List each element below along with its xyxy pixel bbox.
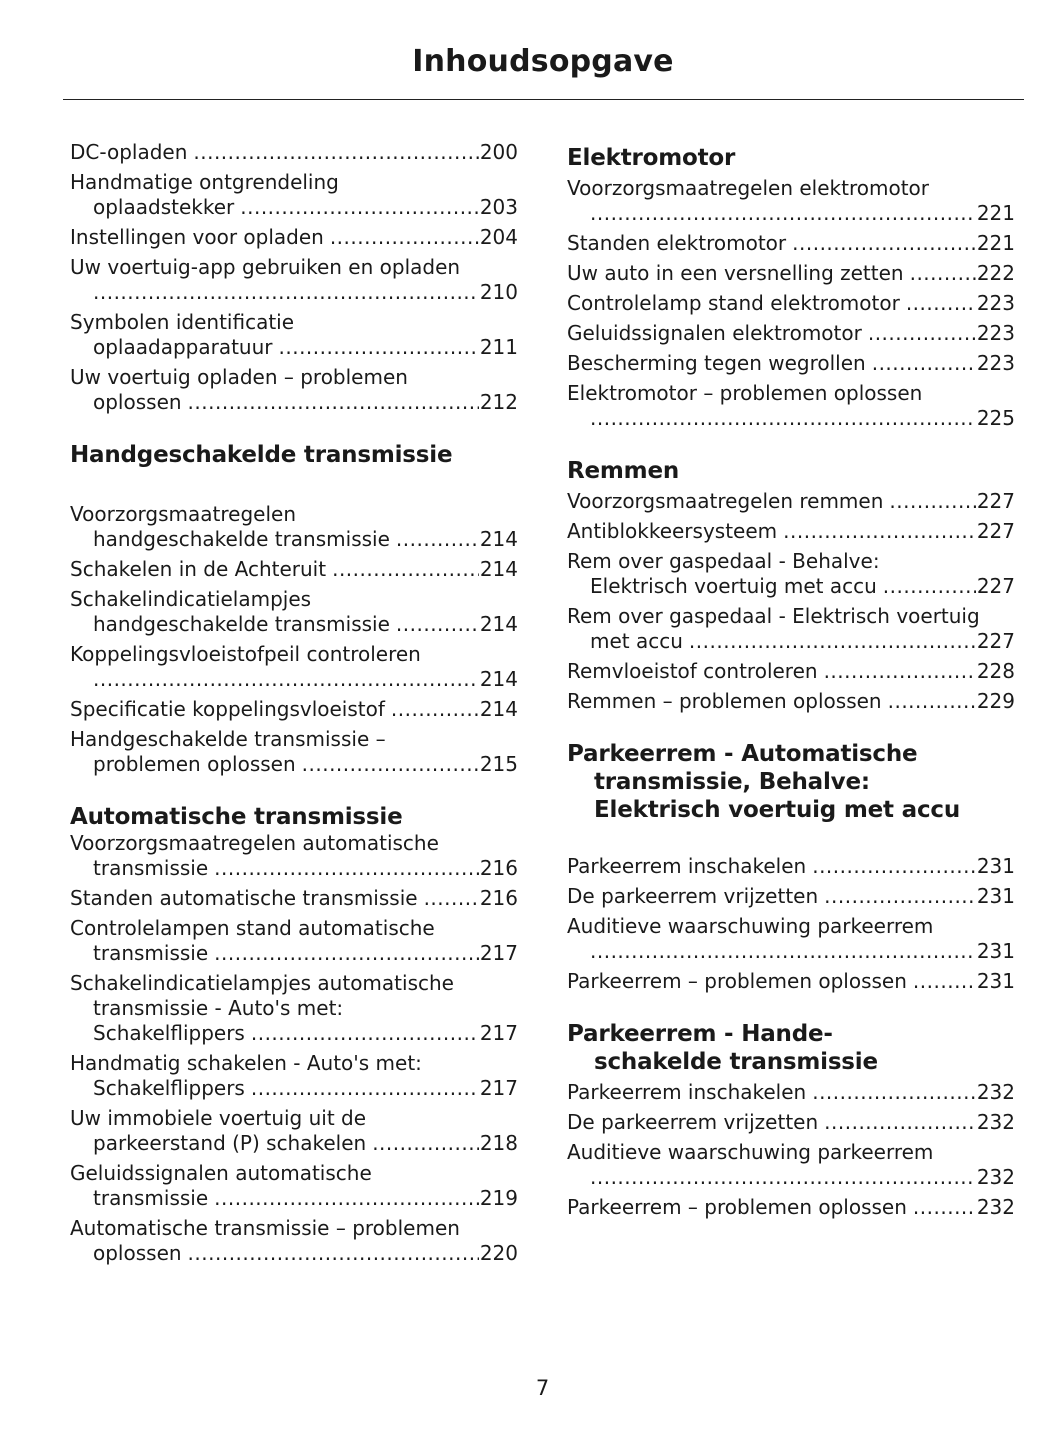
section-heading bbox=[567, 457, 1015, 485]
toc-entry-line bbox=[567, 201, 1015, 226]
dot-leader bbox=[251, 1076, 479, 1101]
toc-entry-line bbox=[567, 629, 1015, 654]
toc-entry[interactable] bbox=[567, 1140, 1015, 1190]
toc-entry-line bbox=[567, 291, 1015, 316]
toc-entry-line bbox=[567, 231, 1015, 256]
toc-entry-text: Auditieve waarschuwing parkeerrem bbox=[567, 914, 934, 938]
toc-page-number: 229 bbox=[976, 689, 1015, 713]
toc-entry-line bbox=[567, 1080, 1015, 1105]
toc-page-number: 231 bbox=[976, 854, 1015, 878]
dot-leader bbox=[883, 574, 976, 599]
toc-page-number: 221 bbox=[976, 201, 1015, 225]
dot-leader bbox=[872, 351, 976, 376]
toc-entry-text: Standen elektromotor bbox=[567, 231, 787, 255]
toc-entry-line bbox=[70, 280, 518, 305]
section-heading bbox=[567, 144, 1015, 172]
section-heading-line: Elektrisch voertuig met accu bbox=[594, 797, 961, 823]
toc-entry-text: Voorzorgsmaatregelen elektromotor bbox=[567, 176, 929, 200]
toc-entry-text: Uw auto in een versnelling zetten bbox=[567, 261, 904, 285]
toc-page-number: 217 bbox=[479, 941, 518, 965]
toc-entry[interactable] bbox=[567, 1195, 1015, 1220]
toc-entry-line bbox=[567, 884, 1015, 909]
toc-page-number: 217 bbox=[479, 1021, 518, 1045]
toc-entry-line bbox=[567, 969, 1015, 994]
toc-entry[interactable] bbox=[70, 557, 518, 582]
toc-entry-text: Schakelindicatielampjes bbox=[70, 587, 312, 611]
dot-leader bbox=[689, 629, 976, 654]
dot-leader bbox=[590, 939, 976, 964]
toc-entry-line bbox=[567, 574, 1015, 599]
toc-entry[interactable] bbox=[70, 697, 518, 722]
toc-entry-line bbox=[70, 195, 518, 220]
toc-page-number: 214 bbox=[479, 527, 518, 551]
toc-entry[interactable] bbox=[70, 642, 518, 692]
toc-entry-text: De parkeerrem vrijzetten bbox=[567, 884, 819, 908]
dot-leader bbox=[93, 667, 479, 692]
toc-entry[interactable] bbox=[567, 884, 1015, 909]
toc-page-number: 222 bbox=[976, 261, 1015, 285]
toc-entry[interactable] bbox=[70, 365, 518, 415]
dot-leader bbox=[391, 697, 479, 722]
dot-leader bbox=[783, 519, 976, 544]
toc-page-number: 225 bbox=[976, 406, 1015, 430]
dot-leader bbox=[888, 689, 976, 714]
toc-entry[interactable] bbox=[567, 261, 1015, 286]
toc-page-number: 210 bbox=[479, 280, 518, 304]
toc-entry[interactable] bbox=[567, 489, 1015, 514]
toc-page-number: 214 bbox=[479, 612, 518, 636]
toc-entry[interactable] bbox=[567, 659, 1015, 684]
dot-leader bbox=[193, 140, 478, 165]
toc-entry-text: Handgeschakelde transmissie – bbox=[70, 727, 386, 751]
dot-leader bbox=[424, 886, 479, 911]
toc-page-number: 219 bbox=[479, 1186, 518, 1210]
toc-entry-line bbox=[70, 527, 518, 552]
dot-leader bbox=[188, 1241, 479, 1266]
section-heading-line: Parkeerrem - Automatische bbox=[567, 741, 918, 767]
toc-page-number: 214 bbox=[479, 557, 518, 581]
toc-entry-text: transmissie - Auto's met: bbox=[93, 996, 344, 1020]
toc-entry-text: Handmatige ontgrendeling bbox=[70, 170, 339, 194]
dot-leader bbox=[240, 195, 479, 220]
toc-entry[interactable] bbox=[70, 255, 518, 305]
toc-entry-line bbox=[70, 752, 518, 777]
toc-entry-line bbox=[567, 939, 1015, 964]
dot-leader bbox=[590, 1165, 976, 1190]
dot-leader bbox=[590, 201, 976, 226]
toc-entry-line bbox=[567, 519, 1015, 544]
toc-entry-text: oplaadstekker bbox=[93, 195, 235, 219]
toc-entry[interactable] bbox=[567, 914, 1015, 964]
toc-entry-line bbox=[70, 335, 518, 360]
section-heading bbox=[70, 441, 518, 469]
toc-entry-text: Rem over gaspedaal - Behalve: bbox=[567, 549, 880, 573]
toc-entry-line bbox=[70, 557, 518, 582]
toc-entry[interactable] bbox=[567, 549, 1015, 599]
toc-entry-text: transmissie bbox=[93, 1186, 209, 1210]
toc-entry[interactable] bbox=[567, 321, 1015, 346]
toc-entry-line bbox=[70, 667, 518, 692]
toc-entry-text: Schakelflippers bbox=[93, 1021, 245, 1045]
page-title: Inhoudsopgave bbox=[412, 44, 674, 79]
toc-column-left bbox=[70, 140, 518, 1271]
toc-entry-text: Rem over gaspedaal - Elektrisch voertuig bbox=[567, 604, 980, 628]
toc-entry-line bbox=[70, 1131, 518, 1156]
toc-group bbox=[567, 854, 1015, 994]
toc-group bbox=[70, 502, 518, 777]
toc-entry[interactable] bbox=[70, 1216, 518, 1266]
toc-page-number: 232 bbox=[976, 1080, 1015, 1104]
toc-entry-line bbox=[70, 1076, 518, 1101]
toc-page-number: 200 bbox=[479, 140, 518, 164]
toc-page-number: 216 bbox=[479, 886, 518, 910]
toc-entry-line bbox=[567, 1165, 1015, 1190]
toc-entry[interactable] bbox=[70, 310, 518, 360]
toc-entry-text: Elektromotor – problemen oplossen bbox=[567, 381, 923, 405]
toc-entry-text: Parkeerrem – problemen oplossen bbox=[567, 969, 907, 993]
toc-page-number: 232 bbox=[976, 1195, 1015, 1219]
dot-leader bbox=[251, 1021, 479, 1046]
toc-column-right bbox=[567, 140, 1015, 1225]
toc-page-number: 223 bbox=[976, 291, 1015, 315]
toc-entry-line bbox=[567, 261, 1015, 286]
toc-entry[interactable] bbox=[567, 176, 1015, 226]
toc-entry[interactable] bbox=[70, 170, 518, 220]
section-heading-line: transmissie, Behalve: bbox=[594, 769, 870, 795]
toc-entry-line bbox=[567, 406, 1015, 431]
toc-page-number: 227 bbox=[976, 519, 1015, 543]
toc-entry-line bbox=[70, 612, 518, 637]
toc-entry[interactable] bbox=[567, 604, 1015, 654]
section-heading-line: Elektromotor bbox=[567, 145, 736, 171]
section-heading-line: Parkeerrem - Hande- bbox=[567, 1021, 833, 1047]
toc-entry-line bbox=[567, 321, 1015, 346]
toc-entry[interactable] bbox=[567, 689, 1015, 714]
toc-entry[interactable] bbox=[70, 886, 518, 911]
toc-entry-text: Auditieve waarschuwing parkeerrem bbox=[567, 1140, 934, 1164]
toc-entry-text: Parkeerrem – problemen oplossen bbox=[567, 1195, 907, 1219]
toc-entry-text: Remvloeistof controleren bbox=[567, 659, 818, 683]
toc-entry-line bbox=[567, 854, 1015, 879]
toc-group bbox=[70, 140, 518, 415]
toc-entry-text: Controlelamp stand elektromotor bbox=[567, 291, 900, 315]
toc-entry-line bbox=[70, 390, 518, 415]
dot-leader bbox=[372, 1131, 479, 1156]
toc-entry[interactable] bbox=[70, 1161, 518, 1211]
toc-entry-text: met accu bbox=[590, 629, 683, 653]
section-heading bbox=[70, 803, 518, 831]
toc-entry[interactable] bbox=[567, 1110, 1015, 1135]
dot-leader bbox=[214, 1186, 479, 1211]
toc-page-number: 231 bbox=[976, 884, 1015, 908]
toc-entry-text: DC-opladen bbox=[70, 140, 188, 164]
toc-entry[interactable] bbox=[70, 1106, 518, 1156]
toc-page-number: 217 bbox=[479, 1076, 518, 1100]
dot-leader bbox=[913, 969, 976, 994]
toc-page-number: 227 bbox=[976, 629, 1015, 653]
toc-entry[interactable] bbox=[567, 351, 1015, 376]
toc-entry-line bbox=[567, 1110, 1015, 1135]
dot-leader bbox=[812, 1080, 976, 1105]
section-heading-line: schakelde transmissie bbox=[594, 1049, 878, 1075]
toc-entry[interactable] bbox=[70, 916, 518, 966]
toc-entry-text: Controlelampen stand automatische bbox=[70, 916, 435, 940]
toc-entry-line bbox=[70, 856, 518, 881]
dot-leader bbox=[396, 612, 479, 637]
toc-group bbox=[567, 1080, 1015, 1220]
toc-entry-text: Voorzorgsmaatregelen bbox=[70, 502, 297, 526]
toc-entry[interactable] bbox=[567, 381, 1015, 431]
toc-entry-text: Elektrisch voertuig met accu bbox=[590, 574, 877, 598]
toc-entry[interactable] bbox=[70, 831, 518, 881]
toc-entry-text: Uw voertuig-app gebruiken en opladen bbox=[70, 255, 461, 279]
dot-leader bbox=[910, 261, 976, 286]
dot-leader bbox=[824, 659, 976, 684]
toc-entry[interactable] bbox=[70, 727, 518, 777]
toc-entry-text: Uw immobiele voertuig uit de bbox=[70, 1106, 367, 1130]
toc-entry-line bbox=[70, 697, 518, 722]
dot-leader bbox=[824, 884, 976, 909]
toc-page-number: 212 bbox=[479, 390, 518, 414]
toc-entry-text: transmissie bbox=[93, 856, 209, 880]
toc-entry[interactable] bbox=[70, 225, 518, 250]
toc-entry-line bbox=[70, 1186, 518, 1211]
toc-entry-line bbox=[567, 659, 1015, 684]
dot-leader bbox=[93, 280, 479, 305]
toc-entry-text: Standen automatische transmissie bbox=[70, 886, 418, 910]
toc-entry-text: oplossen bbox=[93, 1241, 182, 1265]
toc-page-number: 221 bbox=[976, 231, 1015, 255]
toc-entry-line bbox=[567, 1195, 1015, 1220]
toc-page-number: 204 bbox=[479, 225, 518, 249]
dot-leader bbox=[214, 941, 479, 966]
dot-leader bbox=[330, 225, 479, 250]
dot-leader bbox=[906, 291, 976, 316]
toc-page-number: 215 bbox=[479, 752, 518, 776]
toc-page-number: 211 bbox=[479, 335, 518, 359]
toc-entry-text: Handmatig schakelen - Auto's met: bbox=[70, 1051, 422, 1075]
toc-entry-text: Remmen – problemen oplossen bbox=[567, 689, 882, 713]
section-heading-line: Automatische transmissie bbox=[70, 804, 403, 830]
toc-entry-text: Parkeerrem inschakelen bbox=[567, 854, 807, 878]
toc-entry-text: handgeschakelde transmissie bbox=[93, 612, 390, 636]
toc-page-number: 227 bbox=[976, 574, 1015, 598]
toc-entry-text: oplossen bbox=[93, 390, 182, 414]
toc-entry-text: Schakelindicatielampjes automatische bbox=[70, 971, 454, 995]
dot-leader bbox=[889, 489, 975, 514]
toc-entry-text: Schakelen in de Achteruit bbox=[70, 557, 327, 581]
toc-entry[interactable] bbox=[567, 1080, 1015, 1105]
section-heading bbox=[567, 1020, 1015, 1076]
toc-entry-text: Geluidssignalen elektromotor bbox=[567, 321, 862, 345]
toc-entry-text: Bescherming tegen wegrollen bbox=[567, 351, 866, 375]
dot-leader bbox=[868, 321, 976, 346]
toc-group bbox=[70, 831, 518, 1266]
toc-entry-line bbox=[70, 1241, 518, 1266]
toc-entry-text: Symbolen identificatie bbox=[70, 310, 295, 334]
toc-entry-line bbox=[70, 886, 518, 911]
toc-entry-text: Parkeerrem inschakelen bbox=[567, 1080, 807, 1104]
toc-entry-text: Antiblokkeersysteem bbox=[567, 519, 778, 543]
toc-page-number: 214 bbox=[479, 697, 518, 721]
toc-entry[interactable] bbox=[567, 291, 1015, 316]
title-divider bbox=[63, 99, 1024, 100]
toc-page-number: 227 bbox=[976, 489, 1015, 513]
toc-entry-text: parkeerstand (P) schakelen bbox=[93, 1131, 367, 1155]
dot-leader bbox=[590, 406, 976, 431]
toc-entry[interactable] bbox=[70, 502, 518, 552]
toc-page-number: 203 bbox=[479, 195, 518, 219]
dot-leader bbox=[792, 231, 976, 256]
section-heading-line: Handgeschakelde transmissie bbox=[70, 442, 453, 468]
toc-entry-line bbox=[567, 689, 1015, 714]
dot-leader bbox=[332, 557, 479, 582]
toc-group bbox=[567, 489, 1015, 714]
toc-entry-text: Voorzorgsmaatregelen remmen bbox=[567, 489, 884, 513]
toc-entry-text: De parkeerrem vrijzetten bbox=[567, 1110, 819, 1134]
dot-leader bbox=[188, 390, 479, 415]
dot-leader bbox=[824, 1110, 976, 1135]
toc-entry[interactable] bbox=[567, 854, 1015, 879]
toc-entry-line bbox=[70, 1021, 518, 1046]
dot-leader bbox=[812, 854, 976, 879]
toc-entry-line bbox=[70, 225, 518, 250]
toc-entry-text: Geluidssignalen automatische bbox=[70, 1161, 372, 1185]
toc-entry[interactable] bbox=[70, 140, 518, 165]
dot-leader bbox=[214, 856, 479, 881]
toc-entry[interactable] bbox=[567, 231, 1015, 256]
toc-entry[interactable] bbox=[567, 519, 1015, 544]
toc-entry-text: Voorzorgsmaatregelen automatische bbox=[70, 831, 439, 855]
toc-page-number: 220 bbox=[479, 1241, 518, 1265]
toc-entry-line bbox=[567, 489, 1015, 514]
dot-leader bbox=[302, 752, 479, 777]
toc-entry-text: Specificatie koppelingsvloeistof bbox=[70, 697, 385, 721]
toc-entry-line bbox=[567, 351, 1015, 376]
toc-entry-text: Schakelflippers bbox=[93, 1076, 245, 1100]
toc-entry-line bbox=[70, 941, 518, 966]
toc-entry[interactable] bbox=[70, 971, 518, 1046]
dot-leader bbox=[396, 527, 479, 552]
toc-page-number: 231 bbox=[976, 939, 1015, 963]
dot-leader bbox=[279, 335, 479, 360]
toc-entry-text: Automatische transmissie – problemen bbox=[70, 1216, 460, 1240]
toc-entry[interactable] bbox=[70, 587, 518, 637]
toc-entry[interactable] bbox=[70, 1051, 518, 1101]
toc-entry-text: Koppelingsvloeistofpeil controleren bbox=[70, 642, 421, 666]
toc-page-number: 216 bbox=[479, 856, 518, 880]
toc-page-number: 223 bbox=[976, 321, 1015, 345]
toc-entry-text: Uw voertuig opladen – problemen bbox=[70, 365, 408, 389]
toc-page-number: 228 bbox=[976, 659, 1015, 683]
toc-entry-text: problemen oplossen bbox=[93, 752, 296, 776]
toc-page-number: 231 bbox=[976, 969, 1015, 993]
toc-entry-text: handgeschakelde transmissie bbox=[93, 527, 390, 551]
toc-entry-text: transmissie bbox=[93, 941, 209, 965]
toc-entry-line bbox=[70, 140, 518, 165]
toc-entry[interactable] bbox=[567, 969, 1015, 994]
page-number: 7 bbox=[535, 1376, 550, 1400]
section-heading bbox=[567, 740, 1015, 824]
toc-entry-text: oplaadapparatuur bbox=[93, 335, 273, 359]
toc-group bbox=[567, 176, 1015, 431]
toc-page-number: 214 bbox=[479, 667, 518, 691]
dot-leader bbox=[913, 1195, 976, 1220]
section-heading-line: Remmen bbox=[567, 458, 680, 484]
toc-page-number: 218 bbox=[479, 1131, 518, 1155]
toc-page-number: 223 bbox=[976, 351, 1015, 375]
toc-entry-text: Instellingen voor opladen bbox=[70, 225, 324, 249]
toc-page-number: 232 bbox=[976, 1110, 1015, 1134]
toc-page-number: 232 bbox=[976, 1165, 1015, 1189]
